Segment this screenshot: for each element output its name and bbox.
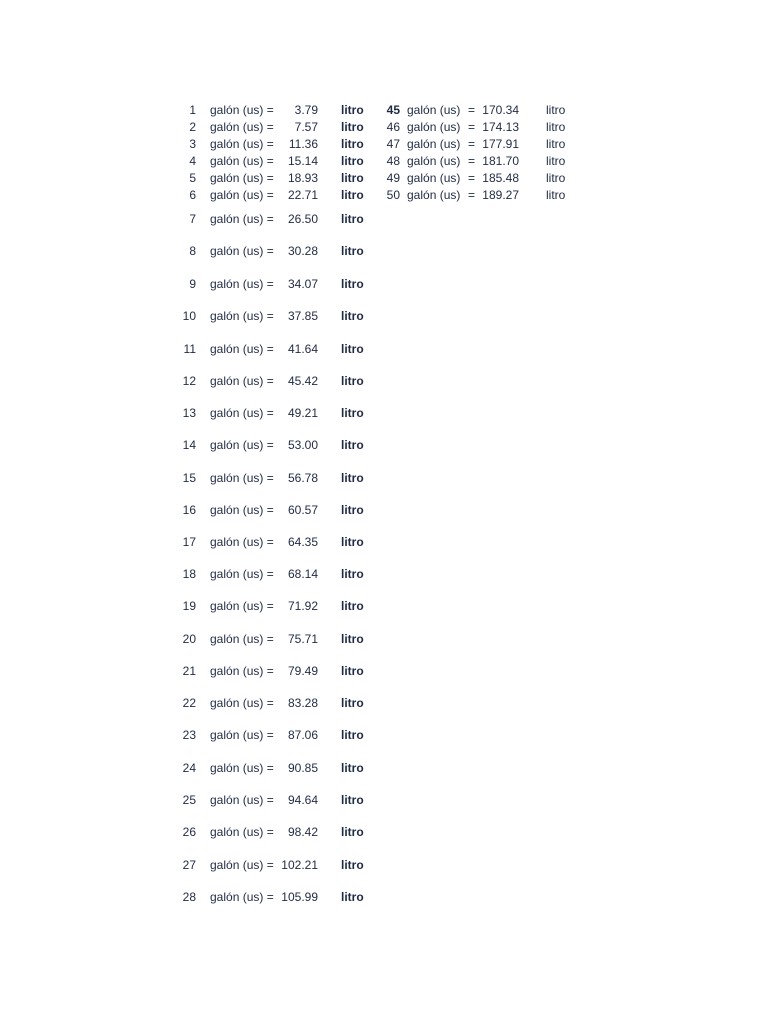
row-number: 46	[386, 120, 400, 134]
row-value: 181.70	[482, 154, 519, 168]
row-value: 30.28	[287, 244, 318, 258]
row-label: galón (us) =	[210, 277, 274, 291]
row-number: 2	[189, 120, 196, 134]
row-unit: litro	[341, 728, 364, 742]
row-label: galón (us)	[407, 103, 461, 117]
row-number: 23	[182, 728, 196, 742]
row-unit: litro	[341, 212, 364, 226]
row-value: 75.71	[287, 632, 318, 646]
row-number: 45	[386, 103, 400, 117]
row-unit: litro	[546, 171, 566, 185]
row-unit: litro	[341, 374, 364, 388]
table-row	[0, 187, 768, 203]
table-row	[0, 211, 768, 227]
row-equals: =	[468, 103, 476, 117]
row-number: 4	[189, 154, 196, 168]
row-number: 11	[183, 342, 196, 356]
row-value: 37.85	[287, 309, 318, 323]
row-value: 56.78	[287, 471, 318, 485]
row-unit: litro	[341, 244, 364, 258]
row-number: 48	[386, 154, 400, 168]
row-number: 20	[182, 632, 196, 646]
row-number: 26	[182, 825, 196, 839]
row-unit: litro	[341, 188, 364, 202]
row-number: 10	[182, 309, 196, 323]
row-unit: litro	[341, 825, 364, 839]
row-value: 41.64	[287, 342, 318, 356]
row-label: galón (us) =	[210, 890, 274, 904]
row-unit: litro	[341, 761, 364, 775]
row-value: 83.28	[287, 696, 318, 710]
row-label: galón (us)	[407, 171, 461, 185]
row-unit: litro	[341, 890, 364, 904]
row-value: 102.21	[281, 858, 318, 872]
table-row	[0, 792, 768, 808]
row-value: 3.79	[294, 103, 318, 117]
table-row	[0, 857, 768, 873]
row-label: galón (us) =	[210, 342, 274, 356]
row-value: 177.91	[482, 137, 519, 151]
row-unit: litro	[341, 406, 364, 420]
table-row	[0, 437, 768, 453]
row-label: galón (us)	[407, 188, 461, 202]
row-label: galón (us) =	[210, 244, 274, 258]
table-row	[0, 170, 768, 186]
row-label: galón (us)	[407, 120, 461, 134]
row-value: 105.99	[281, 890, 318, 904]
row-value: 34.07	[287, 277, 318, 291]
row-value: 174.13	[482, 120, 519, 134]
row-value: 22.71	[287, 188, 318, 202]
row-unit: litro	[546, 154, 566, 168]
table-row	[0, 824, 768, 840]
table-row	[0, 373, 768, 389]
table-row	[0, 502, 768, 518]
row-label: galón (us) =	[210, 120, 274, 134]
row-unit: litro	[546, 103, 566, 117]
row-label: galón (us) =	[210, 374, 274, 388]
row-unit: litro	[341, 171, 364, 185]
row-equals: =	[468, 120, 476, 134]
row-number: 25	[182, 793, 196, 807]
table-row	[0, 760, 768, 776]
row-value: 170.34	[482, 103, 519, 117]
row-label: galón (us) =	[210, 188, 274, 202]
row-value: 45.42	[287, 374, 318, 388]
row-unit: litro	[341, 342, 364, 356]
table-row	[0, 598, 768, 614]
row-label: galón (us) =	[210, 599, 274, 613]
table-row	[0, 308, 768, 324]
row-unit: litro	[341, 137, 364, 151]
row-label: galón (us) =	[210, 471, 274, 485]
row-label: galón (us) =	[210, 438, 274, 452]
row-unit: litro	[341, 277, 364, 291]
row-label: galón (us) =	[210, 137, 274, 151]
row-label: galón (us) =	[210, 171, 274, 185]
row-label: galón (us) =	[210, 503, 274, 517]
row-equals: =	[468, 188, 476, 202]
table-row	[0, 153, 768, 169]
row-number: 12	[182, 374, 196, 388]
row-unit: litro	[341, 535, 364, 549]
row-number: 24	[182, 761, 196, 775]
row-unit: litro	[341, 858, 364, 872]
row-number: 9	[189, 277, 196, 291]
row-unit: litro	[546, 188, 566, 202]
row-equals: =	[468, 154, 476, 168]
row-value: 185.48	[482, 171, 519, 185]
row-value: 68.14	[287, 567, 318, 581]
table-row	[0, 889, 768, 905]
row-number: 47	[386, 137, 400, 151]
row-label: galón (us) =	[210, 761, 274, 775]
row-unit: litro	[341, 793, 364, 807]
row-value: 7.57	[294, 120, 318, 134]
row-number: 21	[182, 664, 196, 678]
row-label: galón (us) =	[210, 664, 274, 678]
row-label: galón (us) =	[210, 728, 274, 742]
table-row	[0, 102, 768, 118]
row-value: 18.93	[287, 171, 318, 185]
row-value: 64.35	[287, 535, 318, 549]
row-label: galón (us) =	[210, 406, 274, 420]
row-value: 60.57	[287, 503, 318, 517]
row-number: 14	[182, 438, 196, 452]
row-number: 7	[189, 212, 196, 226]
row-number: 27	[182, 858, 196, 872]
row-label: galón (us) =	[210, 696, 274, 710]
row-label: galón (us) =	[210, 212, 274, 226]
row-number: 19	[182, 599, 196, 613]
row-unit: litro	[341, 309, 364, 323]
row-equals: =	[468, 171, 476, 185]
row-value: 94.64	[287, 793, 318, 807]
table-row	[0, 405, 768, 421]
row-number: 5	[189, 171, 196, 185]
table-row	[0, 566, 768, 582]
row-unit: litro	[341, 696, 364, 710]
row-number: 22	[182, 696, 196, 710]
table-row	[0, 727, 768, 743]
row-label: galón (us)	[407, 137, 461, 151]
table-row	[0, 243, 768, 259]
table-row	[0, 663, 768, 679]
row-value: 11.36	[288, 137, 318, 151]
table-row	[0, 119, 768, 135]
row-unit: litro	[341, 471, 364, 485]
table-row	[0, 534, 768, 550]
row-label: galón (us)	[407, 154, 461, 168]
row-label: galón (us) =	[210, 535, 274, 549]
row-unit: litro	[341, 632, 364, 646]
row-unit: litro	[341, 664, 364, 678]
row-unit: litro	[341, 567, 364, 581]
row-unit: litro	[546, 137, 566, 151]
row-number: 6	[189, 188, 196, 202]
row-unit: litro	[341, 599, 364, 613]
row-label: galón (us) =	[210, 793, 274, 807]
table-row	[0, 470, 768, 486]
row-value: 15.14	[287, 154, 318, 168]
row-value: 98.42	[287, 825, 318, 839]
row-number: 18	[182, 567, 196, 581]
row-label: galón (us) =	[210, 632, 274, 646]
row-value: 79.49	[287, 664, 318, 678]
row-number: 17	[182, 535, 196, 549]
row-value: 189.27	[482, 188, 519, 202]
row-value: 26.50	[287, 212, 318, 226]
row-label: galón (us) =	[210, 567, 274, 581]
row-label: galón (us) =	[210, 154, 274, 168]
row-value: 71.92	[287, 599, 318, 613]
row-equals: =	[468, 137, 476, 151]
row-value: 87.06	[287, 728, 318, 742]
row-number: 50	[386, 188, 400, 202]
table-row	[0, 695, 768, 711]
table-row	[0, 341, 768, 357]
row-unit: litro	[341, 120, 364, 134]
row-number: 1	[189, 103, 196, 117]
row-number: 49	[386, 171, 400, 185]
row-label: galón (us) =	[210, 309, 274, 323]
row-value: 53.00	[287, 438, 318, 452]
table-row	[0, 276, 768, 292]
row-unit: litro	[546, 120, 566, 134]
row-label: galón (us) =	[210, 825, 274, 839]
row-label: galón (us) =	[210, 858, 274, 872]
table-row	[0, 136, 768, 152]
row-unit: litro	[341, 438, 364, 452]
row-number: 16	[182, 503, 196, 517]
row-unit: litro	[341, 103, 364, 117]
row-number: 28	[182, 890, 196, 904]
table-row	[0, 631, 768, 647]
row-number: 15	[182, 471, 196, 485]
row-value: 49.21	[287, 406, 318, 420]
row-value: 90.85	[287, 761, 318, 775]
row-number: 3	[189, 137, 196, 151]
row-unit: litro	[341, 154, 364, 168]
row-label: galón (us) =	[210, 103, 274, 117]
row-number: 13	[182, 406, 196, 420]
row-number: 8	[189, 244, 196, 258]
row-unit: litro	[341, 503, 364, 517]
